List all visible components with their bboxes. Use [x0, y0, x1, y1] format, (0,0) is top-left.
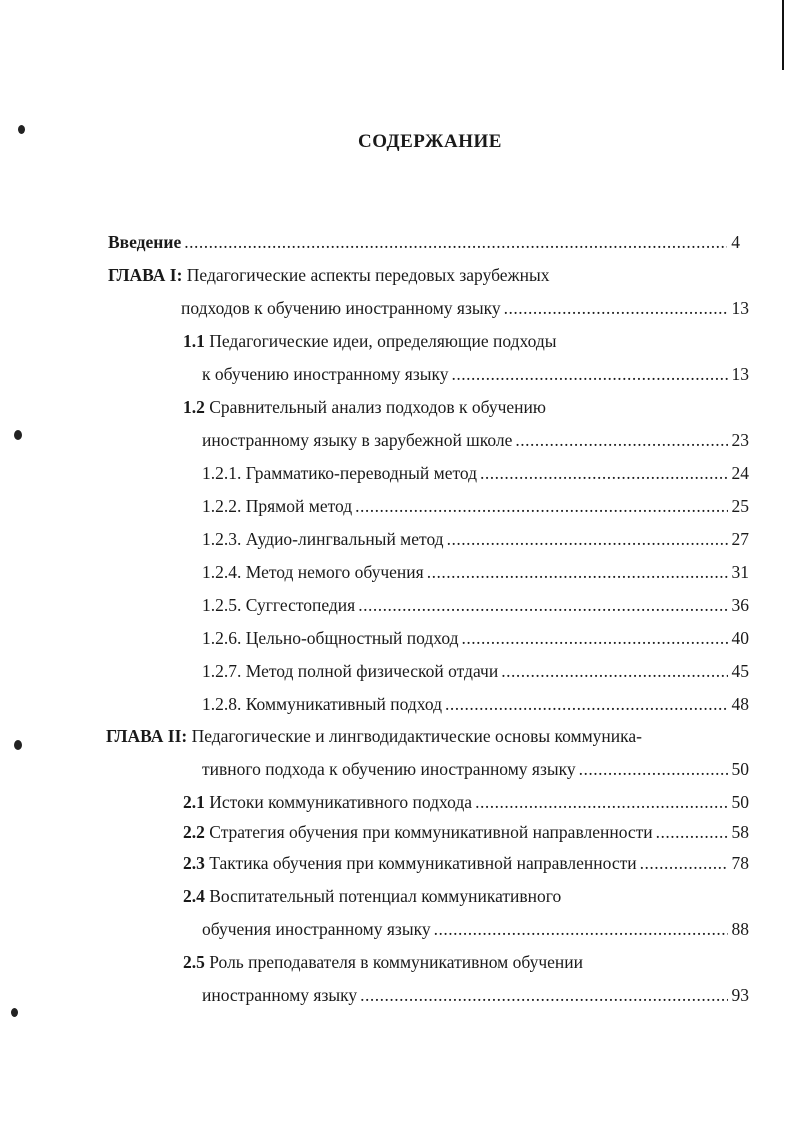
page-title: СОДЕРЖАНИЕ [358, 131, 502, 152]
section-title-line2: к обучению иностранному языку [202, 364, 449, 384]
leader-dots [640, 850, 728, 876]
toc-page-number: 13 [731, 298, 749, 318]
leader-dots [515, 427, 727, 453]
toc-page-number: 4 [731, 232, 740, 252]
toc-page-number: 23 [731, 430, 749, 450]
leader-dots [427, 559, 728, 585]
leader-dots [462, 625, 728, 651]
section-title-line1: Педагогические идеи, определяющие подходы [209, 331, 557, 351]
leader-dots [579, 756, 728, 782]
chapter-title-line1: Педагогические аспекты передовых зарубежных [186, 265, 550, 285]
subsection-title: 1.2.1. Грамматико-переводный метод [202, 463, 478, 483]
section-number: 1.2 [183, 397, 205, 417]
toc-page-number: 88 [731, 919, 749, 939]
leader-dots [475, 789, 727, 815]
subsection-title: 1.2.4. Метод немого обучения [202, 562, 424, 582]
toc-subsection-entry [202, 625, 749, 651]
toc-section-2-5-heading [183, 949, 583, 975]
toc-chapter-1-heading [108, 262, 550, 288]
chapter-title-line2: подходов к обучению иностранному языку [181, 298, 501, 318]
leader-dots [434, 916, 728, 942]
section-number: 2.4 [183, 886, 205, 906]
chapter-label: ГЛАВА II: [106, 726, 188, 746]
toc-subsection-entry [202, 493, 749, 519]
toc-section-1-1-heading [183, 328, 556, 354]
toc-section-2-4-entry [202, 916, 749, 942]
toc-page-number: 25 [731, 496, 749, 516]
toc-chapter-2-heading [106, 723, 642, 749]
toc-page-number: 50 [731, 759, 749, 779]
section-title-line1: Воспитательный потенциал коммуникативного [209, 886, 562, 906]
section-title-line2: иностранному языку в зарубежной школе [202, 430, 513, 450]
scan-mark [11, 1008, 18, 1017]
toc-chapter-1-entry [181, 295, 749, 321]
section-number: 2.1 [183, 792, 205, 812]
subsection-title: 1.2.8. Коммуникативный подход [202, 694, 443, 714]
toc-page-number: 40 [731, 628, 749, 648]
toc-section-1-1-entry [202, 361, 749, 387]
toc-page-number: 45 [731, 661, 749, 681]
leader-dots [355, 493, 727, 519]
leader-dots [358, 592, 727, 618]
toc-section-1-2-entry [202, 427, 749, 453]
toc-page-number: 93 [731, 985, 749, 1005]
section-title: Истоки коммуникативного подхода [209, 792, 473, 812]
chapter-title-line1: Педагогические и лингводидактические основы коммуника- [191, 726, 642, 746]
subsection-title: 1.2.2. Прямой метод [202, 496, 353, 516]
section-number: 1.1 [183, 331, 205, 351]
section-number: 2.2 [183, 822, 205, 842]
section-number: 2.3 [183, 853, 205, 873]
toc-page-number: 36 [731, 595, 749, 615]
toc-chapter-2-entry [202, 756, 749, 782]
scan-edge-line [782, 0, 784, 70]
toc-entry-label: Введение [108, 232, 182, 252]
subsection-title: 1.2.5. Суггестопедия [202, 595, 356, 615]
toc-section-2-5-entry [202, 982, 749, 1008]
toc-section-2-4-heading [183, 883, 561, 909]
toc-subsection-entry [202, 526, 749, 552]
leader-dots [184, 229, 727, 255]
leader-dots [480, 460, 727, 486]
toc-section-2-1-entry [183, 789, 749, 815]
chapter-label: ГЛАВА I: [108, 265, 183, 285]
scan-mark [14, 430, 22, 440]
subsection-title: 1.2.7. Метод полной физической отдачи [202, 661, 499, 681]
toc-page-number: 31 [731, 562, 749, 582]
scan-mark [14, 740, 22, 750]
toc-page-number: 50 [731, 792, 749, 812]
subsection-title: 1.2.3. Аудио-лингвальный метод [202, 529, 444, 549]
chapter-title-line2: тивного подхода к обучению иностранному языку [202, 759, 576, 779]
section-title: Тактика обучения при коммуникативной направленности [209, 853, 637, 873]
toc-subsection-entry [202, 658, 749, 684]
toc-subsection-entry [202, 691, 749, 717]
section-title-line1: Роль преподавателя в коммуникативном обучении [209, 952, 583, 972]
toc-page-number: 58 [731, 822, 749, 842]
section-number: 2.5 [183, 952, 205, 972]
leader-dots [447, 526, 728, 552]
toc-section-2-3-entry [183, 850, 749, 876]
leader-dots [656, 819, 728, 845]
toc-page-number: 48 [731, 694, 749, 714]
toc-subsection-entry [202, 592, 749, 618]
toc-section-2-2-entry [183, 819, 749, 845]
section-title: Стратегия обучения при коммуникативной направленности [209, 822, 653, 842]
section-title-line1: Сравнительный анализ подходов к обучению [209, 397, 546, 417]
toc-subsection-entry [202, 559, 749, 585]
toc-subsection-entry [202, 460, 749, 486]
toc-page-number: 24 [731, 463, 749, 483]
section-title-line2: обучения иностранному языку [202, 919, 431, 939]
leader-dots [504, 295, 728, 321]
section-title-line2: иностранному языку [202, 985, 358, 1005]
leader-dots [501, 658, 727, 684]
leader-dots [360, 982, 727, 1008]
toc-page-number: 27 [731, 529, 749, 549]
leader-dots [445, 691, 727, 717]
toc-page-number: 78 [731, 853, 749, 873]
leader-dots [452, 361, 728, 387]
toc-section-1-2-heading [183, 394, 546, 420]
toc-page-number: 13 [731, 364, 749, 384]
subsection-title: 1.2.6. Цельно-общностный подход [202, 628, 459, 648]
toc-entry-intro [108, 229, 740, 255]
